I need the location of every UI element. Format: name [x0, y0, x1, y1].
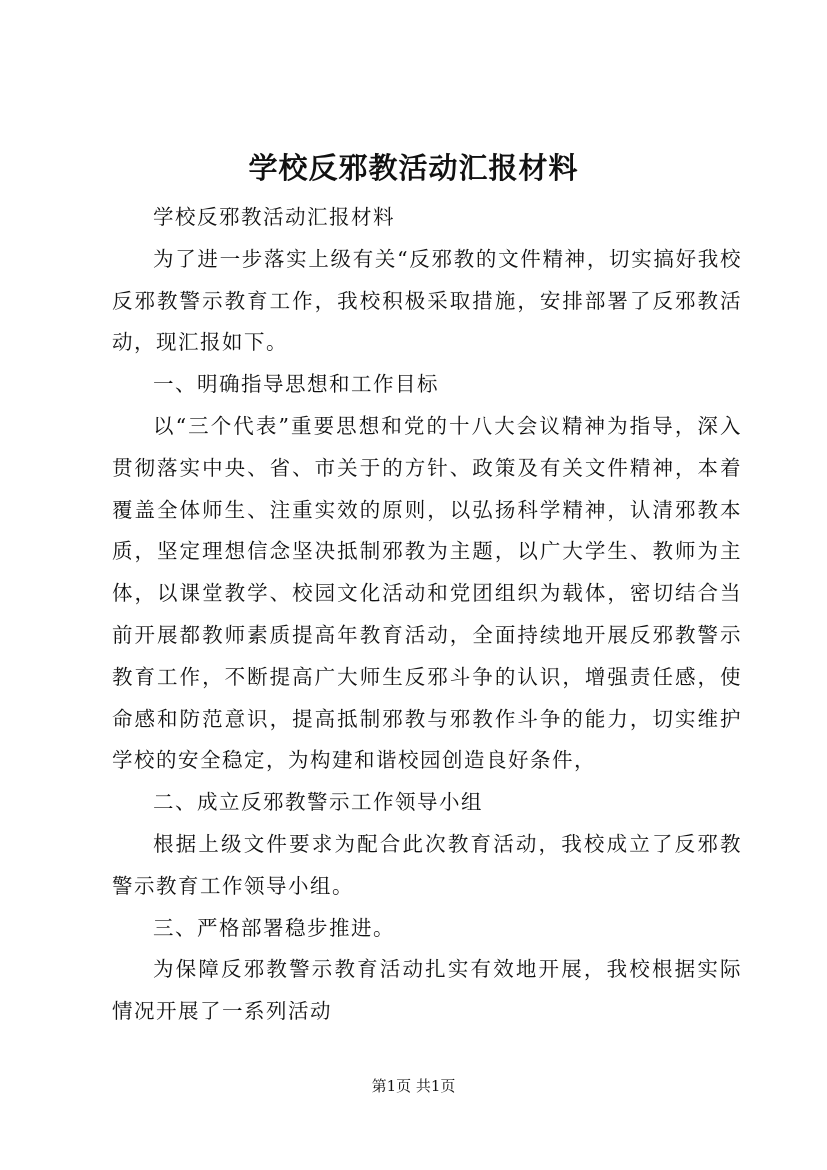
- paragraph-intro: 为了进一步落实上级有关“反邪教的文件精神，切实搞好我校反邪教警示教育工作，我校积极采取措施，安排部署了反邪教活动，现汇报如下。: [112, 246, 742, 355]
- paragraph-section-1: 以“三个代表”重要思想和党的十八大会议精神为指导，深入贯彻落实中央、省、市关于的方针、政策及有关文件精神，本着覆盖全体师生、注重实效的原则，以弘扬科学精神，认清邪教本质，坚定理想信念坚决抵制邪教为主题，以广大学生、教师为主体，以课堂教学、校园文化活动和党团组织为载体，密切结合当前开展都教师素质提高年教育活动，全面持续地开展反邪教警示教育工作，不断提高广大师生反邪斗争的认识，增强责任感，使命感和防范意识，提高抵制邪教与邪教作斗争的能力，切实维护学校的安全稳定，为构建和谐校园创造良好条件，: [112, 413, 742, 773]
- paragraph-section-3: 为保障反邪教警示教育活动扎实有效地开展，我校根据实际情况开展了一系列活动: [112, 957, 742, 1024]
- paragraph-subtitle: 学校反邪教活动汇报材料: [153, 205, 395, 229]
- page-footer: 第1页 共1页: [371, 1077, 456, 1095]
- paragraph-section-2: 根据上级文件要求为配合此次教育活动，我校成立了反邪教警示教育工作领导小组。: [112, 831, 742, 898]
- document-body: [112, 197, 742, 1033]
- document-title: 学校反邪教活动汇报材料: [248, 151, 579, 185]
- section-heading-1: 一、明确指导思想和工作目标: [153, 372, 439, 397]
- section-heading-3: 三、严格部署稳步推进。: [153, 915, 395, 940]
- section-heading-2: 二、成立反邪教警示工作领导小组: [153, 790, 483, 815]
